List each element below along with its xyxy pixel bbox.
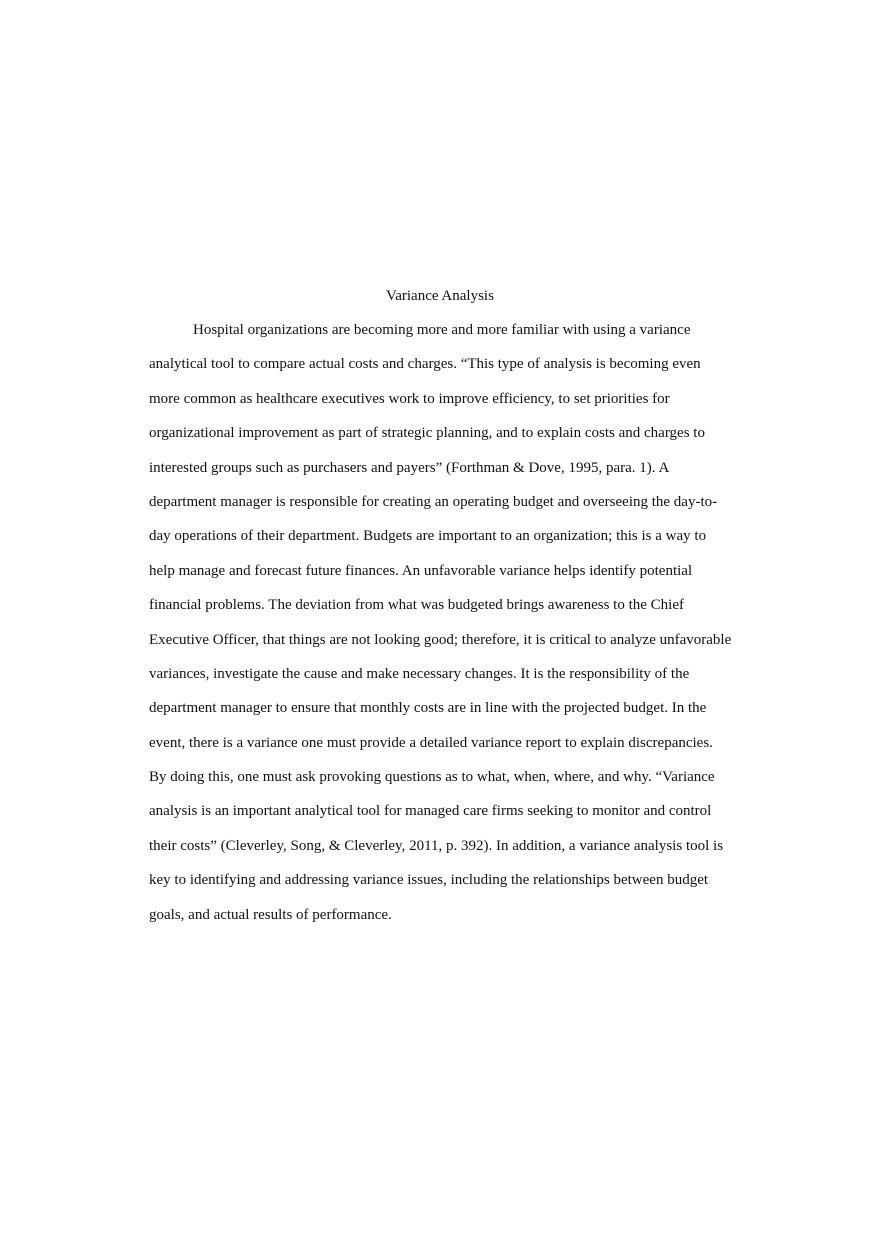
paragraph-line: key to identifying and addressing variance issues, including the relationships between budget [149, 872, 709, 889]
paragraph-line: department manager to ensure that monthly costs are in line with the projected budget. In the [149, 700, 707, 717]
paragraph-line: financial problems. The deviation from what was budgeted brings awareness to the Chief [149, 597, 684, 614]
document-title: Variance Analysis [386, 288, 494, 304]
paragraph-line: variances, investigate the cause and make necessary changes. It is the responsibility of the [149, 665, 690, 682]
paragraph-line: help manage and forecast future finances. An unfavorable variance helps identify potential [149, 562, 693, 579]
paragraph-line: their costs” (Cleverley, Song, & Cleverley, 2011, p. 392). In addition, a variance analysis tool is [149, 837, 724, 854]
paragraph-line: Executive Officer, that things are not looking good; therefore, it is critical to analyze unfavorable [149, 631, 732, 648]
body-paragraph [149, 320, 749, 939]
paragraph-line: day operations of their department. Budgets are important to an organization; this is a way to [149, 528, 707, 545]
paragraph-line: organizational improvement as part of strategic planning, and to explain costs and charges to [149, 425, 705, 442]
paragraph-line: analytical tool to compare actual costs and charges. “This type of analysis is becoming even [149, 356, 701, 373]
paragraph-line: more common as healthcare executives work to improve efficiency, to set priorities for [149, 390, 670, 407]
paragraph-line: Hospital organizations are becoming more and more familiar with using a variance [193, 322, 691, 338]
paragraph-line: By doing this, one must ask provoking questions as to what, when, where, and why. “Variance [149, 769, 715, 786]
paragraph-line: department manager is responsible for creating an operating budget and overseeing the day-to- [149, 493, 718, 510]
paragraph-line: analysis is an important analytical tool for managed care firms seeking to monitor and control [149, 803, 712, 820]
paragraph-line: goals, and actual results of performance. [149, 906, 392, 923]
paragraph-line: event, there is a variance one must provide a detailed variance report to explain discrepancies. [149, 734, 713, 751]
paragraph-line: interested groups such as purchasers and payers” (Forthman & Dove, 1995, para. 1). A [149, 459, 670, 476]
